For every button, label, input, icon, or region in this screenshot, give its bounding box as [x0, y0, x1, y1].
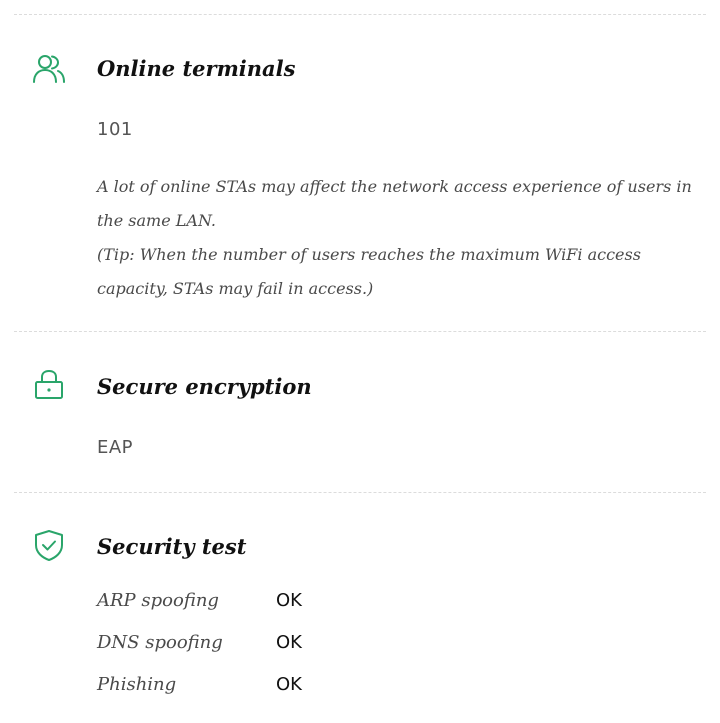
online-terminals-description — [97, 170, 697, 306]
online-terminals-title: Online terminals — [97, 56, 296, 81]
test-label: Phishing — [97, 674, 177, 695]
online-terminals-count: 101 — [97, 119, 133, 140]
security-test-row — [97, 632, 497, 662]
description-text: A lot of online STAs may affect the network access experience of users in the same LAN. — [97, 177, 692, 230]
users-icon — [32, 52, 66, 86]
section-divider — [14, 331, 706, 332]
secure-encryption-title: Secure encryption — [97, 374, 312, 399]
test-result: OK — [276, 632, 302, 653]
section-divider — [14, 492, 706, 493]
security-test-row — [97, 590, 497, 620]
shield-check-icon — [32, 528, 66, 562]
test-result: OK — [276, 590, 302, 611]
top-divider — [14, 14, 706, 15]
tip-text: (Tip: When the number of users reaches the maximum WiFi access capacity, STAs may fail in access.) — [97, 245, 641, 298]
test-label: ARP spoofing — [97, 590, 219, 611]
test-label: DNS spoofing — [97, 632, 223, 653]
encryption-type-value: EAP — [97, 437, 134, 458]
lock-icon — [32, 368, 66, 402]
security-test-row — [97, 674, 497, 704]
test-result: OK — [276, 674, 302, 695]
security-test-title: Security test — [97, 534, 247, 559]
